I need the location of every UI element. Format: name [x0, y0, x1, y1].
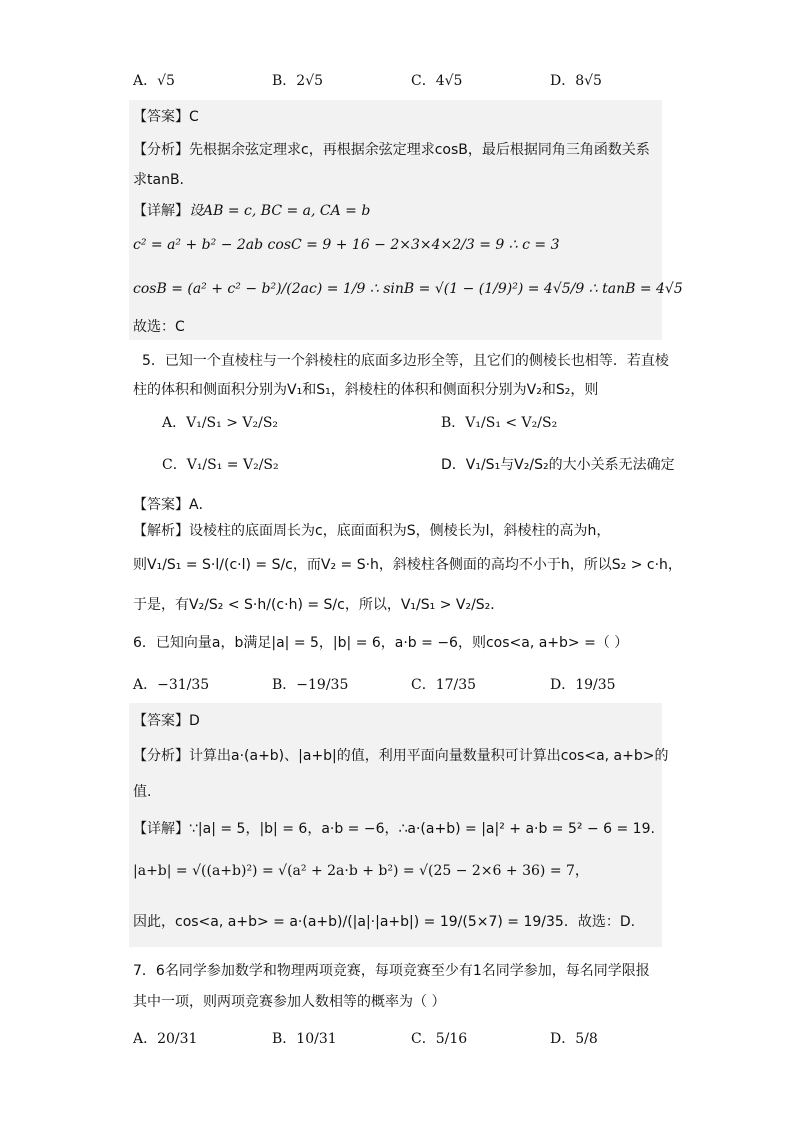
- q5-solution-3: 于是，有V₂/S₂ < S·h/(c·h) = S/c，所以，V₁/S₁ > V₂/S₂．: [133, 597, 505, 613]
- q6-analysis: 【分析】计算出a·(a+b)、|a+b|的值，利用平面向量数量积可计算出cos<a, a+b>的: [133, 748, 669, 764]
- q4-analysis: 【分析】先根据余弦定理求c，再根据余弦定理求cosB，最后根据同角三角函数关系: [133, 142, 650, 158]
- q6-option-a: A．−31/35: [133, 677, 210, 693]
- q7-option-d: D．5/8: [550, 1031, 598, 1047]
- q4-answer-block: [129, 100, 662, 340]
- q4-option-c: C．4√5: [411, 73, 463, 89]
- q6-answer: 【答案】D: [133, 713, 200, 729]
- q6-stem: 6．已知向量a，b满足|a| = 5，|b| = 6，a·b = −6，则cos<a, a+b> =（ ）: [133, 635, 629, 651]
- q6-option-d: D．19/35: [550, 677, 616, 693]
- q5-option-a: A．V₁/S₁ > V₂/S₂: [162, 415, 279, 431]
- q5-answer: 【答案】A．: [133, 497, 213, 513]
- q4-option-a: A．√5: [133, 73, 175, 89]
- q6-option-b: B．−19/35: [272, 677, 349, 693]
- q7-option-c: C．5/16: [411, 1031, 468, 1047]
- q4-equation-1: c² = a² + b² − 2ab cosC = 9 + 16 − 2×3×4×2/3 = 9 ∴ c = 3: [133, 237, 560, 253]
- q7-stem-1: 7．6名同学参加数学和物理两项竞赛，每项竞赛至少有1名同学参加，每名同学限报: [133, 963, 650, 979]
- q5-option-b: B．V₁/S₁ < V₂/S₂: [441, 415, 558, 431]
- q6-option-c: C．17/35: [411, 677, 477, 693]
- q4-option-b: B．2√5: [272, 73, 324, 89]
- q7-option-a: A．20/31: [133, 1031, 198, 1047]
- q5-solution-2: 则V₁/S₁ = S·l/(c·l) = S/c，而V₂ = S·h，斜棱柱各侧面的高均不小于h，所以S₂ > c·h，: [133, 557, 682, 573]
- q5-option-d: D．V₁/S₁与V₂/S₂的大小关系无法确定: [441, 457, 675, 473]
- q5-stem-1: 5．已知一个直棱柱与一个斜棱柱的底面多边形全等，且它们的侧棱长也相等．若直棱: [142, 353, 669, 369]
- q4-answer: 【答案】C: [133, 109, 199, 125]
- q5-solution-1: 【解析】设棱柱的底面周长为c，底面面积为S，侧棱长为l，斜棱柱的高为h，: [133, 523, 611, 539]
- q7-stem-2: 其中一项，则两项竞赛参加人数相等的概率为（ ）: [133, 994, 446, 1010]
- q4-choice: 故选：C: [133, 319, 185, 335]
- q4-detail: 【详解】设AB = c, BC = a, CA = b: [133, 203, 371, 219]
- q6-equation-2: 因此，cos<a, a+b> = a·(a+b)/(|a|·|a+b|) = 19/(5×7) = 19/35．故选：D.: [133, 914, 636, 930]
- q4-option-d: D．8√5: [550, 73, 602, 89]
- q4-analysis-2: 求tanB.: [133, 172, 184, 188]
- q7-option-b: B．10/31: [272, 1031, 337, 1047]
- q5-option-c: C．V₁/S₁ = V₂/S₂: [162, 457, 279, 473]
- q4-equation-2: cosB = (a² + c² − b²)/(2ac) = 1/9 ∴ sinB = √(1 − (1/9)²) = 4√5/9 ∴ tanB = 4√5: [133, 281, 683, 297]
- q6-equation-1: |a+b| = √((a+b)²) = √(a² + 2a·b + b²) = √(25 − 2×6 + 36) = 7，: [133, 863, 589, 879]
- q6-analysis-2: 值.: [133, 784, 152, 800]
- q6-detail: 【详解】∵|a| = 5，|b| = 6，a·b = −6，∴a·(a+b) = |a|² + a·b = 5² − 6 = 19.: [133, 821, 655, 837]
- q5-stem-2: 柱的体积和侧面积分别为V₁和S₁，斜棱柱的体积和侧面积分别为V₂和S₂，则: [133, 382, 599, 398]
